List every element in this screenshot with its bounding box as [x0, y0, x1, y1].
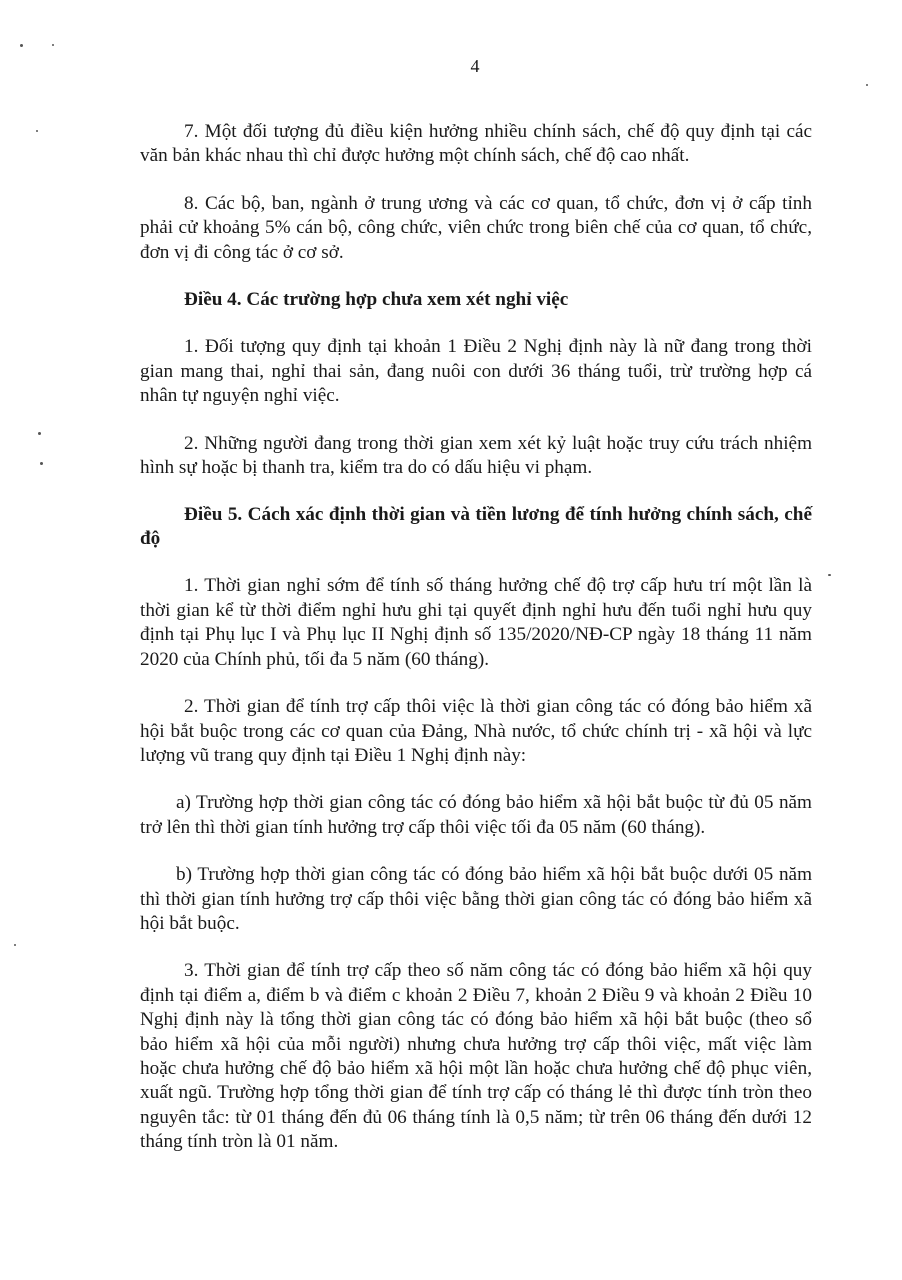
paragraph-clause-8: 8. Các bộ, ban, ngành ở trung ương và các cơ quan, tổ chức, đơn vị ở cấp tỉnh phải cử khoảng 5% cán bộ, công chức, viên chức trong biên chế của cơ quan, tổ chức, đơn vị đi công tác ở cơ sở. [140, 192, 812, 263]
article-4-clause-2: 2. Những người đang trong thời gian xem xét kỷ luật hoặc truy cứu trách nhiệm hình sự hoặc bị thanh tra, kiểm tra do có dấu hiệu vi phạm. [140, 432, 812, 479]
document-body [140, 120, 812, 1178]
article-5-clause-1: 1. Thời gian nghỉ sớm để tính số tháng hưởng chế độ trợ cấp hưu trí một lần là thời gian kể từ thời điểm nghỉ hưu ghi tại quyết định nghỉ hưu đến tuổi nghỉ hưu quy định tại Phụ lục I và Phụ lục II Nghị định số 135/2020/NĐ-CP ngày 18 tháng 11 năm 2020 của Chính phủ, tối đa 5 năm (60 tháng). [140, 575, 812, 670]
paragraph-clause-7: 7. Một đối tượng đủ điều kiện hưởng nhiều chính sách, chế độ quy định tại các văn bản khác nhau thì chỉ được hưởng một chính sách, chế độ cao nhất. [140, 121, 812, 167]
scan-speck [866, 84, 868, 86]
scan-speck [36, 130, 38, 132]
article-5-clause-2-point-a: a) Trường hợp thời gian công tác có đóng bảo hiểm xã hội bắt buộc từ đủ 05 năm trở lên thì thời gian tính hưởng trợ cấp thôi việc tối đa 05 năm (60 tháng). [140, 792, 812, 838]
article-4-clause-1: 1. Đối tượng quy định tại khoản 1 Điều 2 Nghị định này là nữ đang trong thời gian mang thai, nghỉ thai sản, đang nuôi con dưới 36 tháng tuổi, trừ trường hợp cá nhân tự nguyện nghỉ việc. [140, 336, 812, 407]
scan-speck [20, 44, 23, 47]
article-5-clause-3: 3. Thời gian để tính trợ cấp theo số năm công tác có đóng bảo hiểm xã hội quy định tại điểm a, điểm b và điểm c khoản 2 Điều 7, khoản 2 Điều 9 và khoản 2 Điều 10 Nghị định này là tổng thời gian công tác có đóng bảo hiểm xã hội bắt buộc (theo sổ bảo hiểm xã hội của mỗi người) nhưng chưa hưởng trợ cấp thôi việc, mất việc làm hoặc chưa hưởng chế độ bảo hiểm xã hội một lần hoặc chưa hưởng chế độ phục viên, xuất ngũ. Trường hợp tổng thời gian để tính trợ cấp có tháng lẻ thì được tính tròn theo nguyên tắc: từ 01 tháng đến đủ 06 tháng tính là 0,5 năm; từ trên 06 tháng đến dưới 12 tháng tính tròn là 01 năm. [140, 960, 812, 1153]
article-5-clause-2: 2. Thời gian để tính trợ cấp thôi việc là thời gian công tác có đóng bảo hiểm xã hội bắt buộc trong các cơ quan của Đảng, Nhà nước, tổ chức chính trị - xã hội và lực lượng vũ trang quy định tại Điều 1 Nghị định này: [140, 696, 812, 766]
scan-speck [38, 432, 41, 435]
scan-speck [40, 462, 43, 465]
article-5-heading: Điều 5. Cách xác định thời gian và tiền lương để tính hưởng chính sách, chế độ [140, 504, 812, 550]
article-4-heading: Điều 4. Các trường hợp chưa xem xét nghỉ việc [184, 289, 569, 311]
page-number: 4 [470, 56, 480, 76]
scan-speck [14, 944, 16, 946]
article-5-clause-2-point-b: b) Trường hợp thời gian công tác có đóng bảo hiểm xã hội bắt buộc dưới 05 năm thì thời gian tính hưởng trợ cấp thôi việc bằng thời gian công tác có đóng bảo hiểm xã hội bắt buộc. [140, 864, 812, 934]
scan-speck [828, 574, 831, 576]
scan-speck [52, 44, 54, 46]
